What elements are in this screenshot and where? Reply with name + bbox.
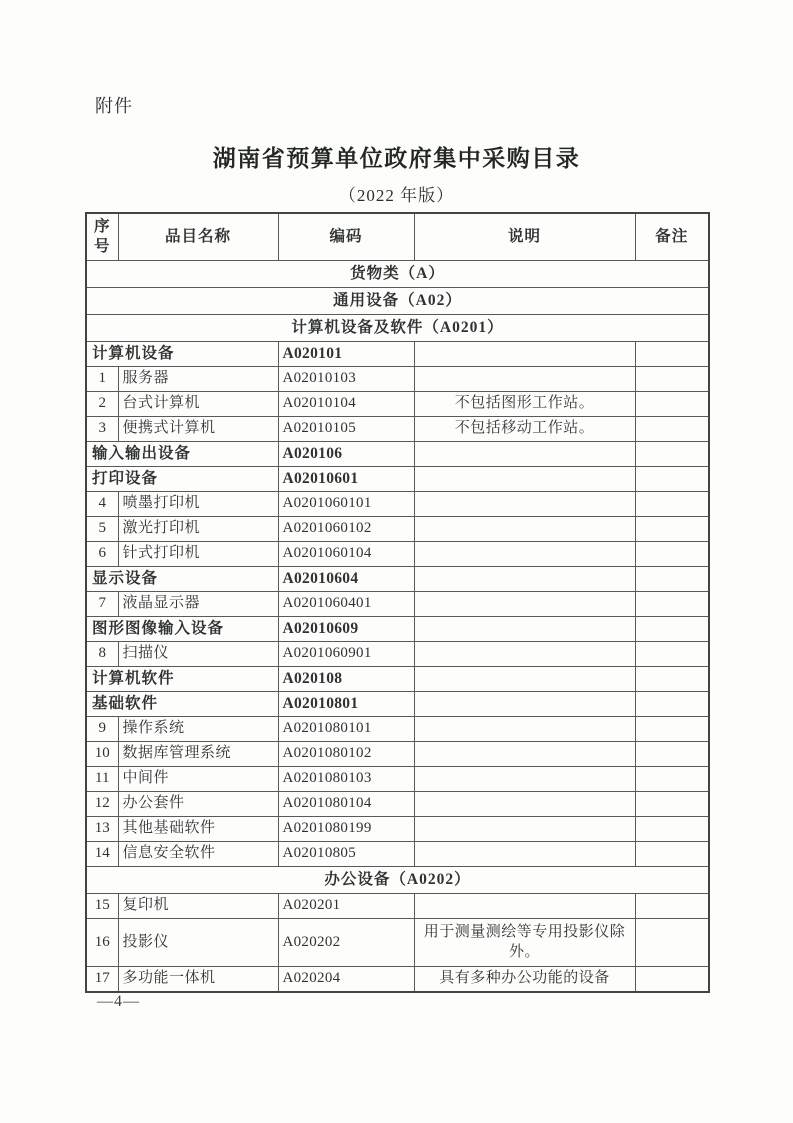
item-desc-cell: 用于测量测绘等专用投影仪除外。	[414, 919, 635, 967]
section-row	[86, 692, 709, 717]
category-label: 通用设备（A02）	[86, 288, 709, 315]
category-row	[86, 315, 709, 342]
item-note-cell	[635, 919, 709, 967]
item-row	[86, 817, 709, 842]
column-header-code: 编码	[278, 213, 414, 261]
column-header-note: 备注	[635, 213, 709, 261]
item-name-cell: 液晶显示器	[118, 592, 278, 617]
item-desc-cell	[414, 767, 635, 792]
item-name-cell: 激光打印机	[118, 517, 278, 542]
section-code-cell: A02010601	[278, 467, 414, 492]
item-code-cell: A0201080101	[278, 717, 414, 742]
item-row	[86, 792, 709, 817]
item-name-cell: 扫描仪	[118, 642, 278, 667]
item-seq-cell: 6	[86, 542, 118, 567]
item-note-cell	[635, 717, 709, 742]
item-seq-cell: 14	[86, 842, 118, 867]
item-seq-cell: 7	[86, 592, 118, 617]
item-note-cell	[635, 592, 709, 617]
item-note-cell	[635, 792, 709, 817]
section-name-cell: 显示设备	[86, 567, 278, 592]
section-row	[86, 567, 709, 592]
item-note-cell	[635, 817, 709, 842]
item-row	[86, 592, 709, 617]
category-row	[86, 867, 709, 894]
item-note-cell	[635, 517, 709, 542]
item-code-cell: A02010103	[278, 367, 414, 392]
item-code-cell: A0201060901	[278, 642, 414, 667]
item-name-cell: 信息安全软件	[118, 842, 278, 867]
section-desc-cell	[414, 667, 635, 692]
item-name-cell: 台式计算机	[118, 392, 278, 417]
category-label: 货物类（A）	[86, 261, 709, 288]
item-code-cell: A0201080102	[278, 742, 414, 767]
item-name-cell: 便携式计算机	[118, 417, 278, 442]
procurement-catalog-table	[85, 212, 710, 993]
item-note-cell	[635, 967, 709, 993]
item-note-cell	[635, 642, 709, 667]
item-seq-cell: 16	[86, 919, 118, 967]
section-desc-cell	[414, 442, 635, 467]
section-desc-cell	[414, 467, 635, 492]
item-row	[86, 642, 709, 667]
section-note-cell	[635, 467, 709, 492]
item-seq-cell: 1	[86, 367, 118, 392]
item-note-cell	[635, 367, 709, 392]
item-desc-cell	[414, 842, 635, 867]
item-row	[86, 492, 709, 517]
item-name-cell: 办公套件	[118, 792, 278, 817]
section-note-cell	[635, 342, 709, 367]
item-code-cell: A0201080199	[278, 817, 414, 842]
section-note-cell	[635, 667, 709, 692]
section-row	[86, 467, 709, 492]
section-desc-cell	[414, 567, 635, 592]
table-header-row	[86, 213, 709, 261]
item-seq-cell: 9	[86, 717, 118, 742]
item-note-cell	[635, 767, 709, 792]
document-subtitle: （2022 年版）	[338, 186, 455, 205]
item-row	[86, 919, 709, 967]
item-name-cell: 喷墨打印机	[118, 492, 278, 517]
item-row	[86, 742, 709, 767]
item-row	[86, 717, 709, 742]
item-name-cell: 服务器	[118, 367, 278, 392]
item-name-cell: 复印机	[118, 894, 278, 919]
item-seq-cell: 12	[86, 792, 118, 817]
section-desc-cell	[414, 617, 635, 642]
section-name-cell: 打印设备	[86, 467, 278, 492]
item-name-cell: 多功能一体机	[118, 967, 278, 993]
section-row	[86, 667, 709, 692]
item-seq-cell: 8	[86, 642, 118, 667]
column-header-seq: 序号	[86, 213, 118, 261]
item-code-cell: A02010104	[278, 392, 414, 417]
item-note-cell	[635, 842, 709, 867]
section-code-cell: A02010609	[278, 617, 414, 642]
item-seq-cell: 17	[86, 967, 118, 993]
item-seq-cell: 13	[86, 817, 118, 842]
column-header-desc: 说明	[414, 213, 635, 261]
section-row	[86, 342, 709, 367]
section-code-cell: A02010801	[278, 692, 414, 717]
item-row	[86, 767, 709, 792]
item-desc-cell	[414, 517, 635, 542]
item-note-cell	[635, 492, 709, 517]
item-row	[86, 542, 709, 567]
item-code-cell: A02010805	[278, 842, 414, 867]
item-name-cell: 其他基础软件	[118, 817, 278, 842]
section-note-cell	[635, 617, 709, 642]
item-code-cell: A0201060102	[278, 517, 414, 542]
item-desc-cell: 不包括图形工作站。	[414, 392, 635, 417]
item-seq-cell: 15	[86, 894, 118, 919]
item-seq-cell: 3	[86, 417, 118, 442]
item-code-cell: A02010105	[278, 417, 414, 442]
item-desc-cell	[414, 817, 635, 842]
item-seq-cell: 4	[86, 492, 118, 517]
section-name-cell: 计算机软件	[86, 667, 278, 692]
section-code-cell: A020101	[278, 342, 414, 367]
section-code-cell: A020108	[278, 667, 414, 692]
item-desc-cell	[414, 642, 635, 667]
item-seq-cell: 11	[86, 767, 118, 792]
section-row	[86, 617, 709, 642]
section-name-cell: 计算机设备	[86, 342, 278, 367]
section-name-cell: 图形图像输入设备	[86, 617, 278, 642]
item-code-cell: A020202	[278, 919, 414, 967]
section-desc-cell	[414, 692, 635, 717]
item-seq-cell: 10	[86, 742, 118, 767]
item-code-cell: A0201080103	[278, 767, 414, 792]
section-note-cell	[635, 692, 709, 717]
item-row	[86, 517, 709, 542]
item-desc-cell	[414, 492, 635, 517]
item-code-cell: A020204	[278, 967, 414, 993]
item-code-cell: A0201060401	[278, 592, 414, 617]
item-seq-cell: 2	[86, 392, 118, 417]
item-desc-cell	[414, 792, 635, 817]
item-seq-cell: 5	[86, 517, 118, 542]
section-desc-cell	[414, 342, 635, 367]
item-code-cell: A0201060101	[278, 492, 414, 517]
item-code-cell: A020201	[278, 894, 414, 919]
item-note-cell	[635, 392, 709, 417]
item-desc-cell: 具有多种办公功能的设备	[414, 967, 635, 993]
item-code-cell: A0201080104	[278, 792, 414, 817]
item-name-cell: 数据库管理系统	[118, 742, 278, 767]
section-note-cell	[635, 567, 709, 592]
category-row	[86, 288, 709, 315]
item-note-cell	[635, 542, 709, 567]
section-code-cell: A02010604	[278, 567, 414, 592]
item-desc-cell	[414, 742, 635, 767]
item-row	[86, 894, 709, 919]
category-row	[86, 261, 709, 288]
item-desc-cell	[414, 717, 635, 742]
item-desc-cell: 不包括移动工作站。	[414, 417, 635, 442]
section-name-cell: 基础软件	[86, 692, 278, 717]
section-note-cell	[635, 442, 709, 467]
item-row	[86, 417, 709, 442]
item-row	[86, 392, 709, 417]
item-desc-cell	[414, 542, 635, 567]
section-name-cell: 输入输出设备	[86, 442, 278, 467]
item-desc-cell	[414, 367, 635, 392]
item-name-cell: 中间件	[118, 767, 278, 792]
item-desc-cell	[414, 592, 635, 617]
item-row	[86, 967, 709, 993]
document-title: 湖南省预算单位政府集中采购目录	[212, 146, 581, 171]
table-body	[86, 261, 709, 993]
column-header-name: 品目名称	[118, 213, 278, 261]
item-note-cell	[635, 742, 709, 767]
item-name-cell: 针式打印机	[118, 542, 278, 567]
item-name-cell: 操作系统	[118, 717, 278, 742]
section-row	[86, 442, 709, 467]
attachment-label: 附件	[95, 96, 133, 116]
page-number: —4—	[97, 993, 140, 1010]
section-code-cell: A020106	[278, 442, 414, 467]
category-label: 办公设备（A0202）	[86, 867, 709, 894]
item-desc-cell	[414, 894, 635, 919]
item-row	[86, 842, 709, 867]
item-row	[86, 367, 709, 392]
item-note-cell	[635, 417, 709, 442]
item-code-cell: A0201060104	[278, 542, 414, 567]
category-label: 计算机设备及软件（A0201）	[86, 315, 709, 342]
item-note-cell	[635, 894, 709, 919]
item-name-cell: 投影仪	[118, 919, 278, 967]
